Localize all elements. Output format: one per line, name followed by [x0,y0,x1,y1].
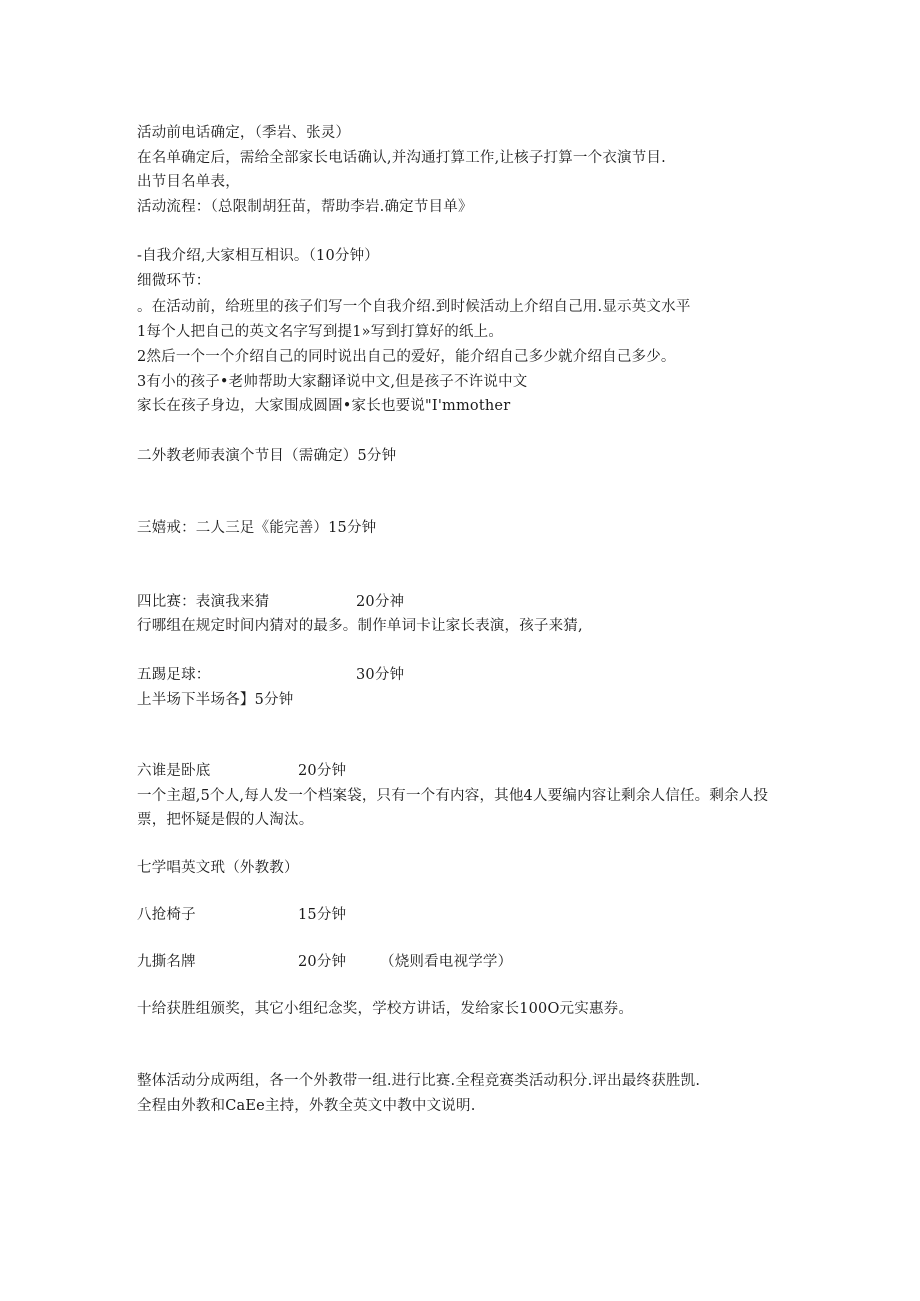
text-line: 家长在孩子身边，大家围成圆圄•家长也要说"I'mmother [137,398,511,414]
section-heading: -自我介绍,大家相互相识。（10分钟） [137,248,380,264]
section-heading [137,905,346,925]
section-heading: 七学唱英文玳（外教教） [137,860,299,876]
text-line: 活动流程：（总限制胡狂苗，帮助李岩.确定节目单》 [137,199,473,215]
activity-name: 五踢足球： [137,667,211,683]
section-heading [137,952,512,972]
section-heading [137,665,404,685]
section-heading: 二外教老师表演个节目（需确定）5分钟 [137,448,397,464]
section-heading: 十给获胜组颁奖，其它小组纪念奖，学校方讲话，发给家长100O元实惠券。 [137,1001,634,1017]
activity-time: 15分钟 [298,907,347,923]
text-line: 出节目名单表， [137,174,240,190]
text-line: 细微环节： [137,273,211,289]
activity-name: 九撕名牌 [137,954,196,970]
activity-name: 六谁是卧底 [137,763,211,779]
section-heading: 三嬉戒：二人三足《能完善）15分钟 [137,520,377,536]
activity-time: 20分钟 [298,763,347,779]
activity-time: 20分钟 [298,954,347,970]
section-heading [137,761,346,781]
text-line: 。在活动前，给班里的孩子们写一个自我介绍.到时候活动上介绍自己用.显示英文水平 [137,299,691,315]
activity-name: 八抢椅子 [137,907,196,923]
text-line: 行哪组在规定时间内猜对的最多。制作单词卡让家长表演，孩子来猜, [137,618,583,634]
text-line: 1每个人把自己的英文名字写到提1»写到打算好的纸上。 [137,324,504,340]
text-line: 活动前电话确定，（季岩、张灵） [137,125,351,141]
text-line: 在名单确定后，需给全部家长电话确认,并沟通打算工作,让核子打算一个衣演节目. [137,150,666,166]
text-line: 整体活动分成两组，各一个外教带一组.进行比赛.全程竞赛类活动积分.评出最终获胜凯. [137,1073,701,1089]
text-line: 全程由外教和CaEe主持，外教全英文中教中文说明. [137,1098,476,1114]
activity-time: 20分神 [356,594,405,610]
text-paragraph: 一个主超,5个人,每人发一个档案袋，只有一个有内容，其他4人要编内容让剩余人信任。剩余人投票，把怀疑是假的人淘汰。 [137,788,769,828]
activity-time: 30分钟 [356,667,405,683]
activity-note: （烧则看电视学学） [380,954,513,970]
text-line: 上半场下半场各】5分钟 [137,692,294,708]
section-heading [137,592,404,612]
activity-name: 四比赛：表演我来猜 [137,594,270,610]
text-line: 3有小的孩子•老帅帮助大家翻译说中文,但是孩子不许说中文 [137,374,528,390]
text-line: 2然后一个一个介绍自己的同时说出自己的爱好，能介绍自己多少就介绍自己多少。 [137,349,676,365]
